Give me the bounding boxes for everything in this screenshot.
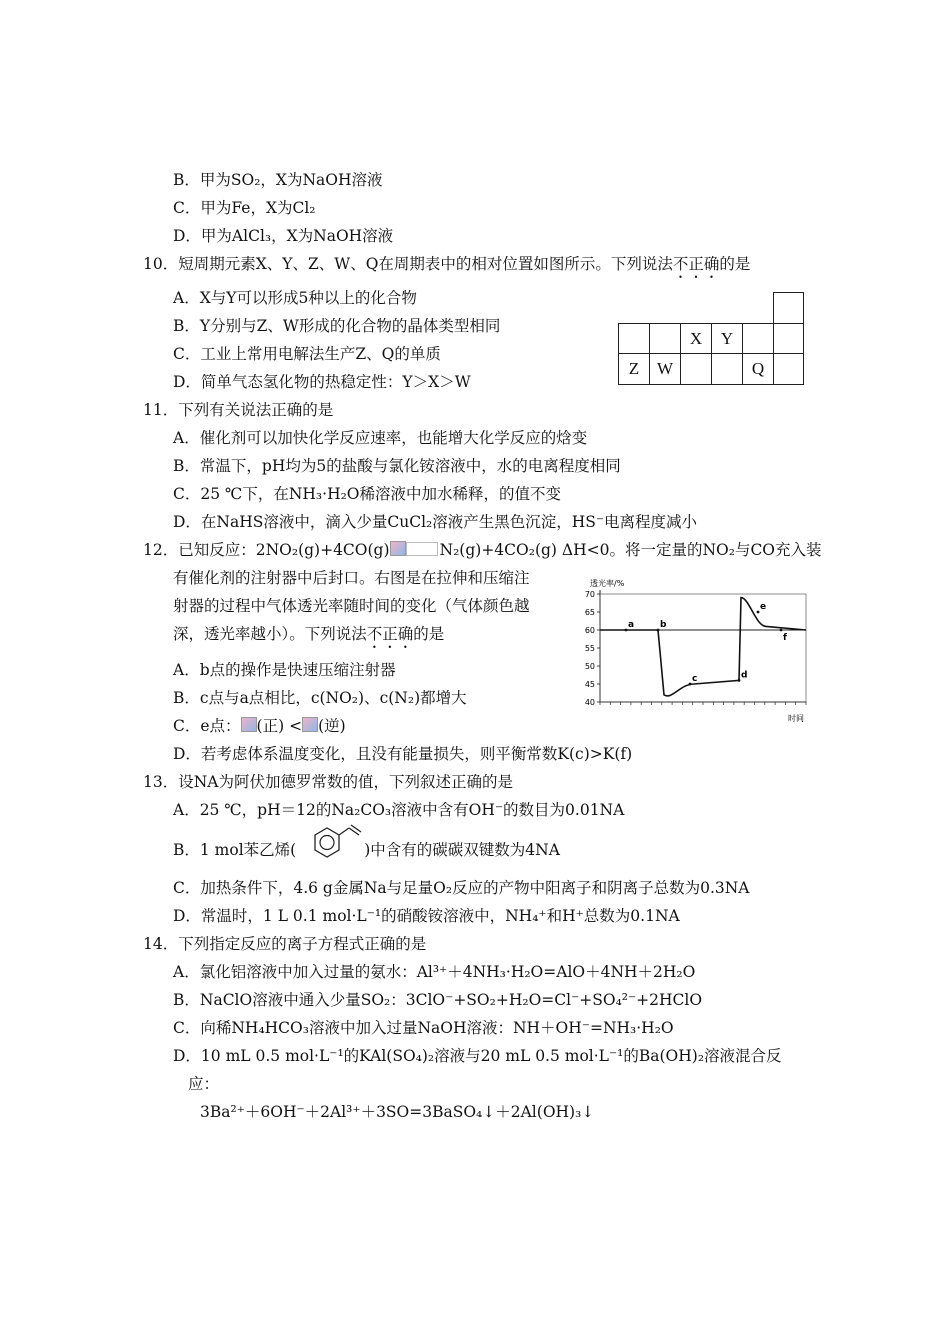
chart-point-d xyxy=(738,679,741,682)
transmittance-chart xyxy=(576,576,812,724)
q11-option-c: C．25 ℃下，在NH₃·H₂O稀溶液中加水稀释，的值不变 xyxy=(173,485,562,503)
ptable-cell-y: Y xyxy=(711,323,743,354)
chart-ylabel: 透光率/% xyxy=(590,579,625,588)
q12-stem: 12．已知反应：2NO₂(g)+4CO(g) N₂(g)+4CO₂(g) ΔH<0。将一定量的NO₂与CO充入装 xyxy=(143,541,822,559)
q13-option-b: B．1 mol苯乙烯( )中含有的碳碳双键数为4NA xyxy=(173,841,560,859)
q10-option-c: C．工业上常用电解法生产Z、Q的单质 xyxy=(173,345,441,363)
q14-option-c: C．向稀NH₄HCO₃溶液中加入过量NaOH溶液：NH＋OH⁻=NH₃·H₂O xyxy=(173,1019,674,1037)
chart-point-label-e: e xyxy=(760,602,767,612)
q11-option-d: D．在NaHS溶液中，滴入少量CuCl₂溶液产生黑色沉淀，HS⁻电离程度减小 xyxy=(173,513,698,531)
q12-option-b: B．c点与a点相比，c(NO₂)、c(N₂)都增大 xyxy=(173,689,467,707)
q13-stem: 13．设NA为阿伏加德罗常数的值，下列叙述正确的是 xyxy=(143,773,513,791)
q10-option-b: B．Y分别与Z、W形成的化合物的晶体类型相同 xyxy=(173,317,501,335)
ptable-cell xyxy=(711,353,743,385)
ptable-cell xyxy=(742,323,774,354)
chart-y-tick-label: 65 xyxy=(584,608,595,617)
q13-option-d: D．常温时，1 L 0.1 mol·L⁻¹的硝酸铵溶液中，NH₄⁺和H⁺总数为0.1NA xyxy=(173,907,680,925)
chart-y-tick-label: 45 xyxy=(584,680,595,689)
ptable-cell-z: Z xyxy=(618,353,650,385)
chart-y-tick-label: 70 xyxy=(584,590,595,599)
q13-option-c: C．加热条件下，4.6 g金属Na与足量O₂反应的产物中阳离子和阴离子总数为0.3NA xyxy=(173,879,750,897)
styrene-structure-icon xyxy=(299,823,369,873)
chart-point-b xyxy=(657,629,660,632)
q13-option-a: A．25 ℃，pH＝12的Na₂CO₃溶液中含有OH⁻的数目为0.01NA xyxy=(173,801,625,819)
q10-option-d: D．简单气态氢化物的热稳定性：Y＞X＞W xyxy=(173,373,471,391)
chart-y-tick-label: 40 xyxy=(584,698,595,707)
q12-line2: 有催化剂的注射器中后封口。右图是在拉伸和压缩注 xyxy=(173,569,530,587)
q10-stem: 10．短周期元素X、Y、Z、W、Q在周期表中的相对位置如图所示。下列说法不正确的是 xyxy=(143,255,751,273)
chart-point-c xyxy=(689,683,692,686)
q10-option-a: A．X与Y可以形成5种以上的化合物 xyxy=(173,289,417,307)
q12-option-d: D．若考虑体系温度变化，且没有能量损失，则平衡常数K(c)>K(f) xyxy=(173,745,633,763)
ptable-cell xyxy=(773,323,804,354)
chart-points xyxy=(625,602,787,685)
chart-point-label-b: b xyxy=(660,620,667,630)
chart-point-label-d: d xyxy=(741,670,748,681)
rate-v-icon xyxy=(302,717,318,732)
rate-v-icon xyxy=(241,717,257,732)
ptable-cell xyxy=(649,323,681,354)
ptable-cell xyxy=(618,323,650,354)
q12-line4: 深，透光率越小）。下列说法不正确的是 xyxy=(173,625,445,643)
q9-option-b: B．甲为SO₂，X为NaOH溶液 xyxy=(173,171,383,189)
q12-line3: 射器的过程中气体透光率随时间的变化（气体颜色越 xyxy=(173,597,530,615)
q14-stem: 14．下列指定反应的离子方程式正确的是 xyxy=(143,935,427,953)
chart-point-label-f: f xyxy=(783,633,787,643)
chart-axes xyxy=(600,590,806,705)
q11-option-b: B．常温下，pH均为5的盐酸与氯化铵溶液中，水的电离程度相同 xyxy=(173,457,621,475)
chart-point-label-c: c xyxy=(692,674,698,684)
chart-ticks xyxy=(585,590,600,707)
ptable-cell-top xyxy=(773,292,804,324)
q14-option-a: A．氯化铝溶液中加入过量的氨水：Al³⁺＋4NH₃·H₂O=AlO＋4NH＋2H₂O xyxy=(173,963,696,981)
chart-y-tick-label: 50 xyxy=(584,662,595,671)
ptable-cell xyxy=(680,353,712,385)
chart-series-line xyxy=(600,598,806,696)
chart-y-tick-label: 60 xyxy=(584,626,595,635)
q12-option-a: A．b点的操作是快速压缩注射器 xyxy=(173,661,396,679)
q11-stem: 11．下列有关说法正确的是 xyxy=(143,401,334,419)
ptable-cell-w: W xyxy=(649,353,681,385)
chart-y-tick-label: 55 xyxy=(584,644,595,653)
equilibrium-arrow-box xyxy=(406,542,438,556)
ptable-cell-x: X xyxy=(680,323,712,354)
periodic-table-fragment xyxy=(618,292,804,385)
q14-option-b: B．NaClO溶液中通入少量SO₂：3ClO⁻+SO₂+H₂O=Cl⁻+SO₄²⁻+2HClO xyxy=(173,991,703,1009)
q14-option-d-cont: 应： xyxy=(188,1075,220,1093)
q12-option-c: C．e点： (正) < (逆) xyxy=(173,717,346,735)
equilibrium-arrow-icon xyxy=(390,541,406,556)
q14-option-d: D．10 mL 0.5 mol·L⁻¹的KAl(SO₄)₂溶液与20 mL 0.5 mol·L⁻¹的Ba(OH)₂溶液混合反 xyxy=(173,1047,782,1065)
chart-point-label-a: a xyxy=(628,620,635,630)
ptable-cell-q: Q xyxy=(742,353,774,385)
chart-point-a xyxy=(625,629,628,632)
ptable-cell xyxy=(773,353,804,385)
q9-option-c: C．甲为Fe，X为Cl₂ xyxy=(173,199,316,217)
chart-frame xyxy=(600,594,806,702)
q14-option-d-equation: 3Ba²⁺＋6OH⁻＋2Al³⁺＋3SO=3BaSO₄↓＋2Al(OH)₃↓ xyxy=(200,1103,595,1121)
q9-option-d: D．甲为AlCl₃，X为NaOH溶液 xyxy=(173,227,394,245)
chart-xlabel: 时间 xyxy=(788,714,804,723)
chart-point-e xyxy=(757,611,760,614)
q11-option-a: A．催化剂可以加快化学反应速率，也能增大化学反应的焓变 xyxy=(173,429,588,447)
chart-point-f xyxy=(780,629,783,632)
